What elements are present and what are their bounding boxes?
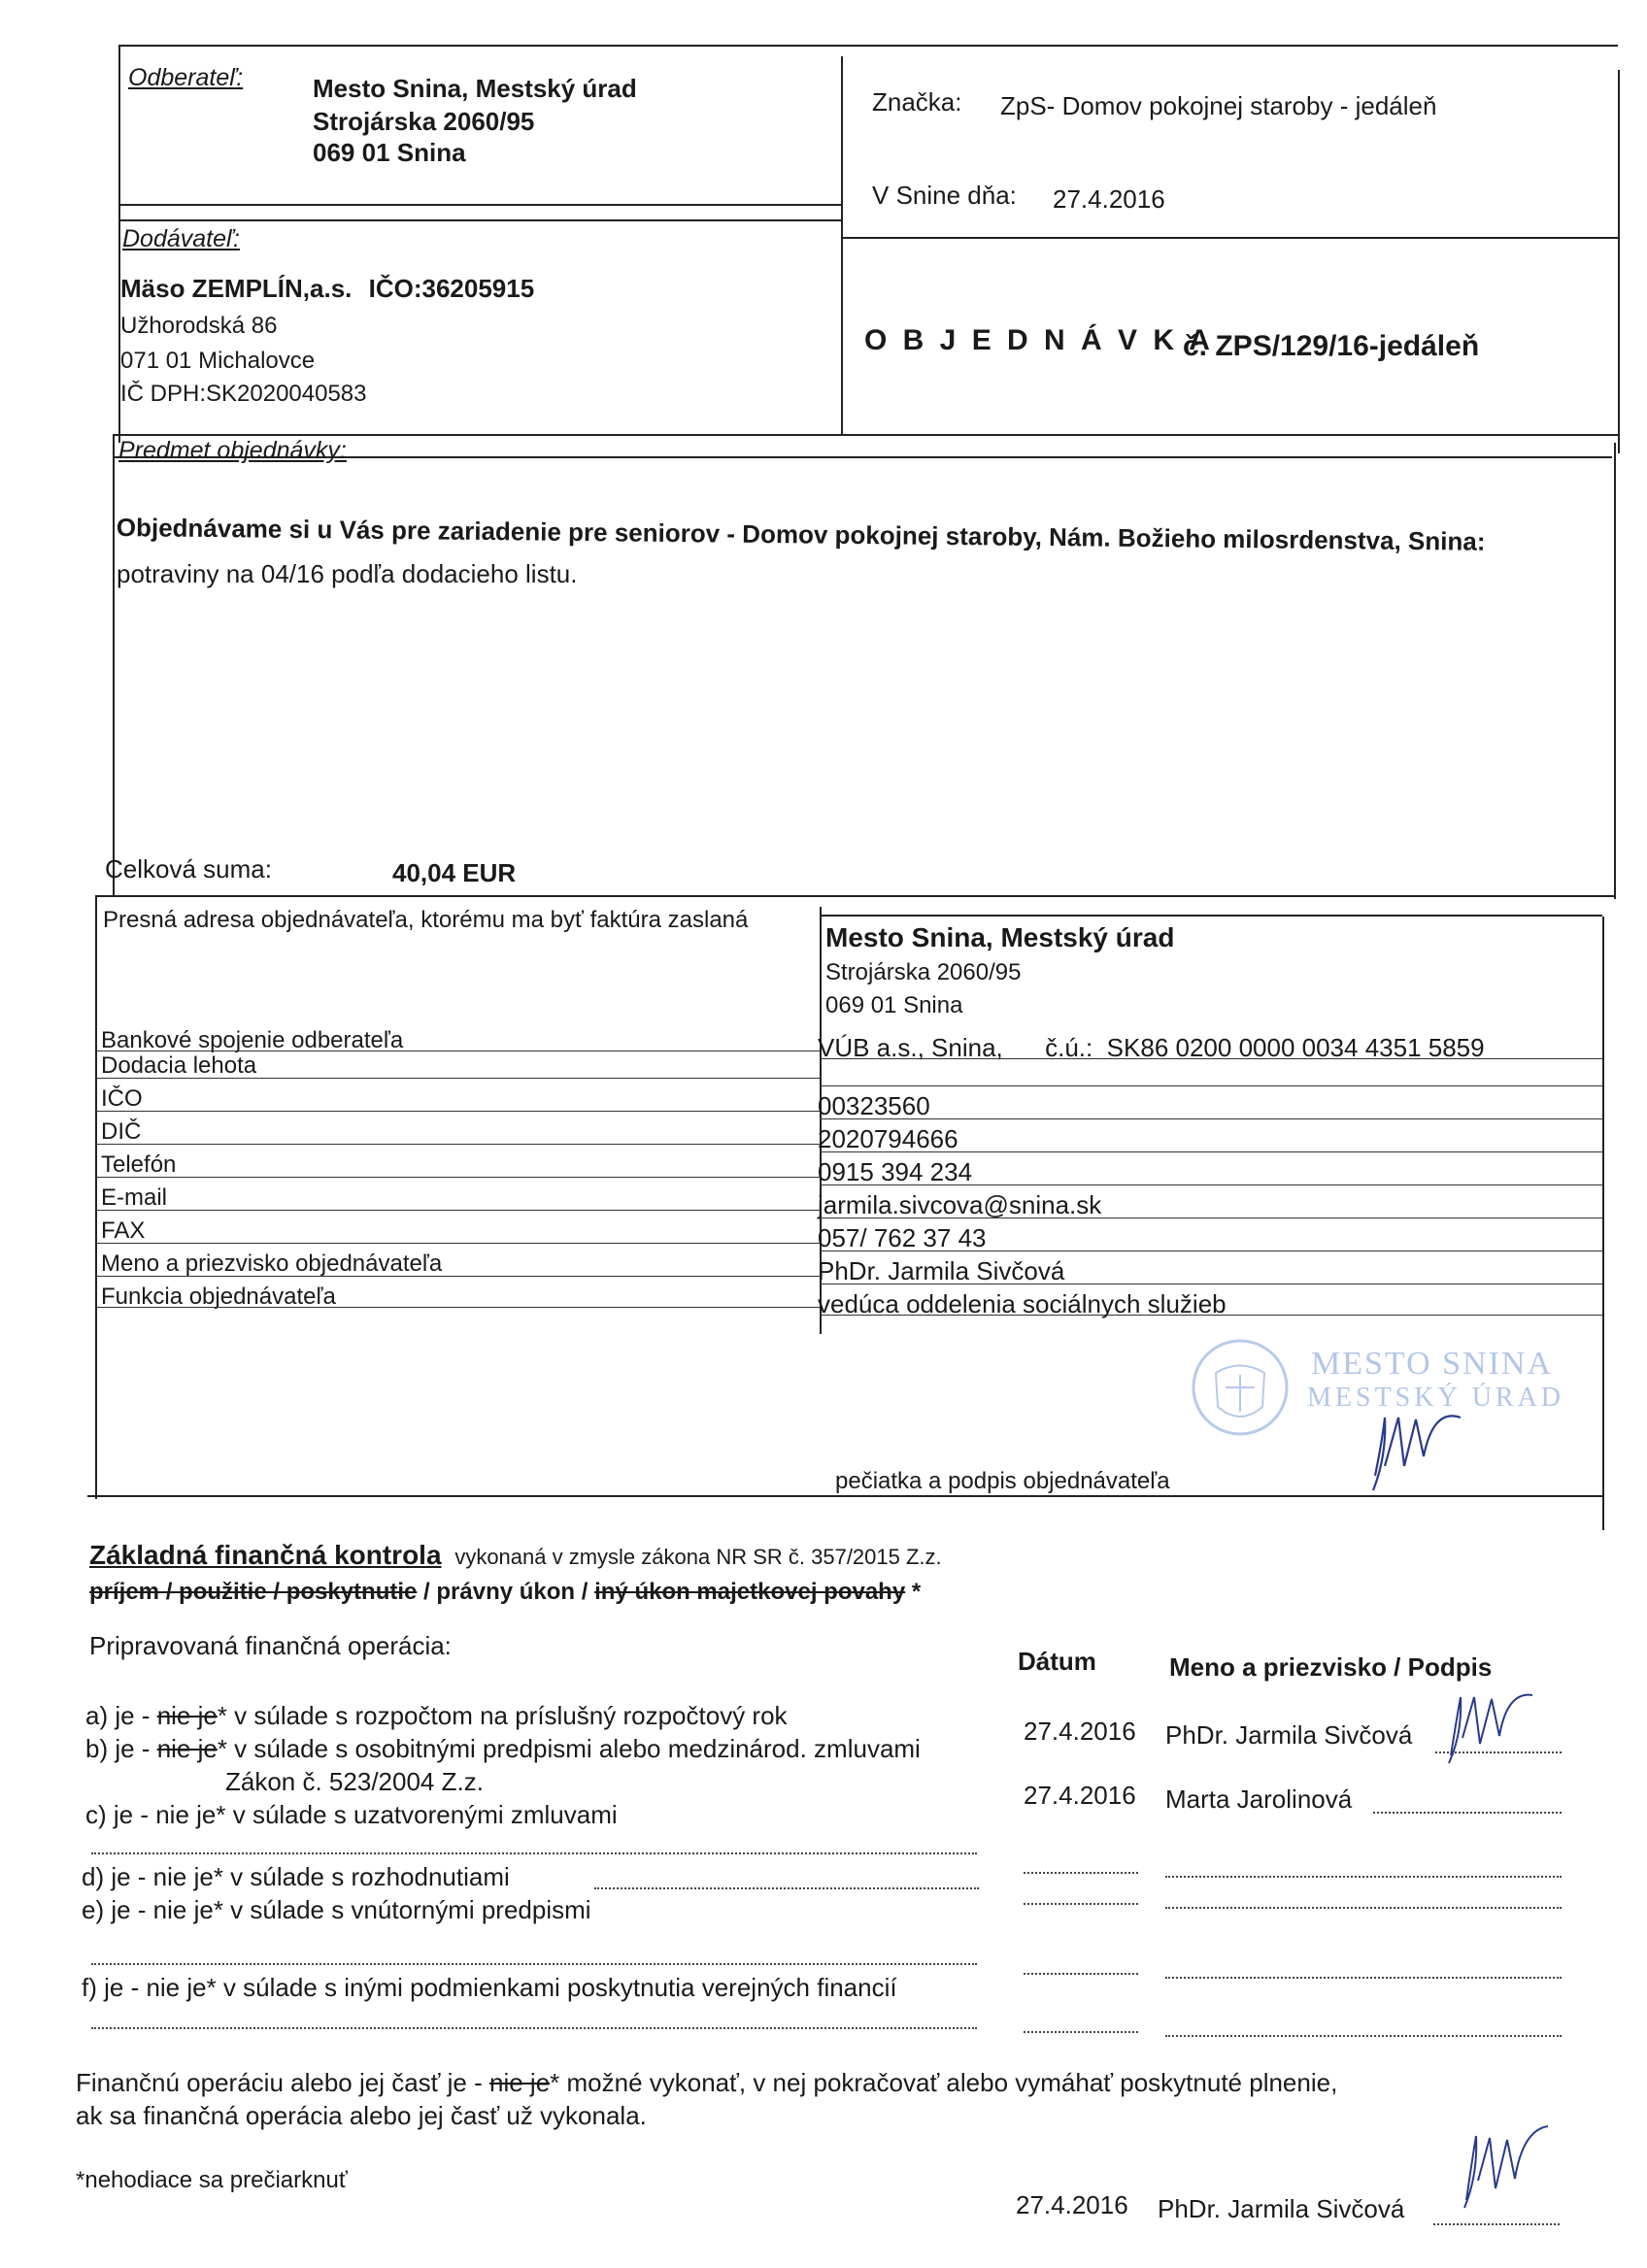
odberatel-city: 069 01 Snina (313, 138, 466, 167)
subject-line1: Objednávame si u Vás pre zariadenie pre seniorov - Domov pokojnej staroby, Nám. Božieho milosrdenstva, Snina: (116, 513, 1486, 556)
signature-icon (1453, 2117, 1560, 2214)
row2-date: 27.4.2016 (1024, 1781, 1136, 1810)
prepared-label: Pripravovaná finančná operácia: (89, 1631, 452, 1660)
dodavatel-dic: IČ DPH:SK2020040583 (120, 381, 367, 407)
header-right-row1-bottom (841, 237, 1618, 239)
detail-label: FAX (101, 1217, 146, 1244)
item-b-law: Zákon č. 523/2004 Z.z. (225, 1767, 484, 1796)
detail-value: 00323560 (818, 1091, 930, 1120)
orderer-signature (1356, 1398, 1482, 1505)
footnote: *nehodiace sa prečiarknuť (76, 2167, 348, 2193)
detail-row-line (95, 1177, 820, 1178)
final-date: 27.4.2016 (1016, 2190, 1128, 2219)
detail-label: DIČ (101, 1118, 142, 1145)
detail-label: Dodacia lehota (101, 1052, 257, 1079)
detail-row-line (95, 1307, 820, 1308)
control-mid: / právny úkon / (417, 1579, 595, 1605)
subject-left-border (113, 434, 115, 895)
row3-name-dots (1165, 1876, 1562, 1878)
odberatel-street: Strojárska 2060/95 (313, 107, 535, 136)
stamp-caption: pečiatka a podpis objednávateľa (835, 1468, 1170, 1494)
final-strike: nie je (489, 2068, 551, 2097)
subject-line2: potraviny na 04/16 podľa dodacieho listu. (117, 559, 578, 588)
row6-name-dots (1165, 2035, 1562, 2037)
detail-label: Meno a priezvisko objednávateľa (101, 1251, 443, 1277)
row1-name: PhDr. Jarmila Sivčová (1165, 1720, 1413, 1750)
stamp-text-2: MESTSKÝ ÚRAD (1307, 1383, 1565, 1413)
detail-label: E-mail (101, 1184, 168, 1211)
col-name-header: Meno a priezvisko / Podpis (1169, 1652, 1493, 1682)
total-value: 40,04 EUR (392, 858, 517, 887)
order-title: O B J E D N Á V K A (864, 324, 1214, 356)
detail-row-line (95, 1243, 820, 1244)
address-city: 069 01 Snina (825, 992, 963, 1018)
row2-name: Marta Jarolinová (1165, 1784, 1353, 1814)
header-row1-bottom (118, 204, 841, 206)
control-line2 (89, 1579, 921, 1606)
detail-label: IČO (101, 1085, 143, 1112)
znacka-label: Značka: (872, 87, 962, 117)
date-value: 27.4.2016 (1053, 184, 1165, 214)
details-right-border (1602, 917, 1604, 1530)
detail-value: jarmila.sivcova@snina.sk (818, 1190, 1102, 1219)
item-e: e) je - nie je* v súlade s vnútornými predpismi (82, 1895, 591, 1924)
odberatel-label: Odberateľ: (128, 64, 244, 91)
final-name: PhDr. Jarmila Sivčová (1158, 2194, 1405, 2223)
row1-signature (1435, 1680, 1542, 1767)
row2-sign-dots (1373, 1812, 1562, 1814)
header-row1-bottom-b (118, 219, 841, 221)
dodavatel-name: Mäso ZEMPLÍN,a.s. (120, 274, 353, 303)
header-middle-divider (841, 56, 843, 435)
detail-row-line (820, 1085, 1602, 1086)
detail-label: Bankové spojenie odberateľa (101, 1027, 404, 1053)
final-line2: ak sa finančná operácia alebo jej časť už vykonala. (76, 2101, 647, 2130)
detail-value: 0915 394 234 (818, 1157, 973, 1186)
header-right-border (1618, 70, 1620, 453)
item-b-strike: nie je (156, 1734, 218, 1763)
znacka-value: ZpS- Domov pokojnej staroby - jedáleň (1000, 91, 1437, 120)
address-name: Mesto Snina, Mestský úrad (825, 922, 1175, 952)
details-left-border (95, 895, 97, 1499)
item-b-pre: b) je - (85, 1734, 157, 1763)
detail-row-line (95, 1276, 820, 1277)
dodavatel-name-line (120, 274, 534, 304)
control-title-suffix: vykonaná v zmysle zákona NR SR č. 357/2015 Z.z. (454, 1545, 942, 1569)
detail-row-line (820, 1118, 1602, 1119)
row3-date-dots (1024, 1872, 1138, 1874)
detail-row-line (95, 1144, 820, 1145)
stamp-seal (1187, 1334, 1294, 1441)
control-strike-1: príjem / použitie / poskytnutie (89, 1579, 418, 1605)
subject-label: Predmet objednávky: (118, 437, 347, 464)
item-c-dots (91, 1852, 977, 1854)
detail-row-line (820, 1217, 1602, 1218)
item-d-dots (594, 1887, 979, 1889)
control-title: Základná finančná kontrola (89, 1540, 442, 1570)
stamp-text-1: MESTO SNINA (1311, 1346, 1554, 1382)
signature-icon (1356, 1398, 1482, 1505)
detail-row-line (95, 1210, 820, 1211)
row4-name-dots (1165, 1907, 1562, 1909)
total-label: Celková suma: (105, 854, 272, 884)
detail-label: Telefón (101, 1151, 177, 1178)
row6-date-dots (1024, 2031, 1138, 2033)
detail-value: 057/ 762 37 43 (818, 1223, 987, 1252)
row5-name-dots (1165, 1977, 1562, 1979)
control-title-line (89, 1540, 942, 1571)
header-row2-bottom (115, 434, 1618, 436)
details-right-top (820, 915, 1602, 917)
detail-value: VÚB a.s., Snina, č.ú.: SK86 0200 0000 0034 4351 5859 (818, 1033, 1485, 1062)
dodavatel-street: Užhorodská 86 (120, 313, 278, 339)
subject-right-border (1614, 443, 1616, 899)
detail-row-line (820, 1184, 1602, 1185)
detail-label: Funkcia objednávateľa (101, 1284, 336, 1310)
item-f-dots (91, 2027, 977, 2029)
detail-row-line (820, 1315, 1602, 1316)
detail-value: 2020794666 (818, 1124, 958, 1153)
dodavatel-ico: IČO:36205915 (368, 274, 535, 303)
order-number: č. ZPS/129/16-jedáleň (1183, 330, 1480, 362)
item-a (85, 1701, 788, 1731)
date-label: V Snine dňa: (872, 181, 1017, 210)
row4-date-dots (1024, 1903, 1138, 1905)
item-e-dots (91, 1963, 977, 1965)
item-a-post: * v súlade s rozpočtom na príslušný rozpočtový rok (217, 1701, 788, 1730)
detail-row-line (95, 1078, 820, 1079)
signature-icon (1435, 1680, 1542, 1767)
detail-value: vedúca oddelenia sociálnych služieb (818, 1289, 1227, 1318)
subject-bottom-border (97, 895, 1614, 897)
final-post: * možné vykonať, v nej pokračovať alebo vymáhať poskytnuté plnenie, (550, 2068, 1338, 2097)
item-b (85, 1734, 921, 1764)
detail-row-line (820, 1058, 1602, 1059)
header-top-border (120, 45, 1618, 47)
control-strike-2: iný úkon majetkovej povahy (594, 1579, 906, 1605)
address-street: Strojárska 2060/95 (825, 959, 1022, 985)
item-a-pre: a) je - (85, 1701, 157, 1730)
final-signature (1453, 2117, 1560, 2214)
odberatel-name: Mesto Snina, Mestský úrad (313, 74, 637, 103)
row1-date: 27.4.2016 (1024, 1717, 1136, 1746)
detail-row-line (95, 1111, 820, 1112)
detail-value: PhDr. Jarmila Sivčová (818, 1256, 1065, 1285)
row5-date-dots (1024, 1973, 1138, 1975)
item-d: d) je - nie je* v súlade s rozhodnutiami (82, 1862, 510, 1891)
final-pre: Finančnú operáciu alebo jej časť je - (76, 2068, 489, 2097)
control-end: * (905, 1579, 922, 1605)
final-sign-dots (1433, 2223, 1560, 2225)
item-b-post: * v súlade s osobitnými predpismi alebo medzinárod. zmluvami (217, 1734, 921, 1763)
item-a-strike: nie je (156, 1701, 218, 1730)
detail-row-line (820, 1151, 1602, 1152)
final-statement (76, 2068, 1337, 2098)
item-f: f) je - nie je* v súlade s inými podmienkami poskytnutia verejných financií (82, 1973, 897, 2002)
item-c: c) je - nie je* v súlade s uzatvorenými zmluvami (85, 1800, 618, 1829)
address-label: Presná adresa objednávateľa, ktorému ma byť faktúra zaslaná (103, 907, 749, 933)
dodavatel-city: 071 01 Michalovce (120, 348, 316, 374)
col-date-header: Dátum (1018, 1647, 1096, 1676)
dodavatel-label: Dodávateľ: (122, 225, 240, 252)
stamp-seal-icon (1187, 1334, 1294, 1441)
